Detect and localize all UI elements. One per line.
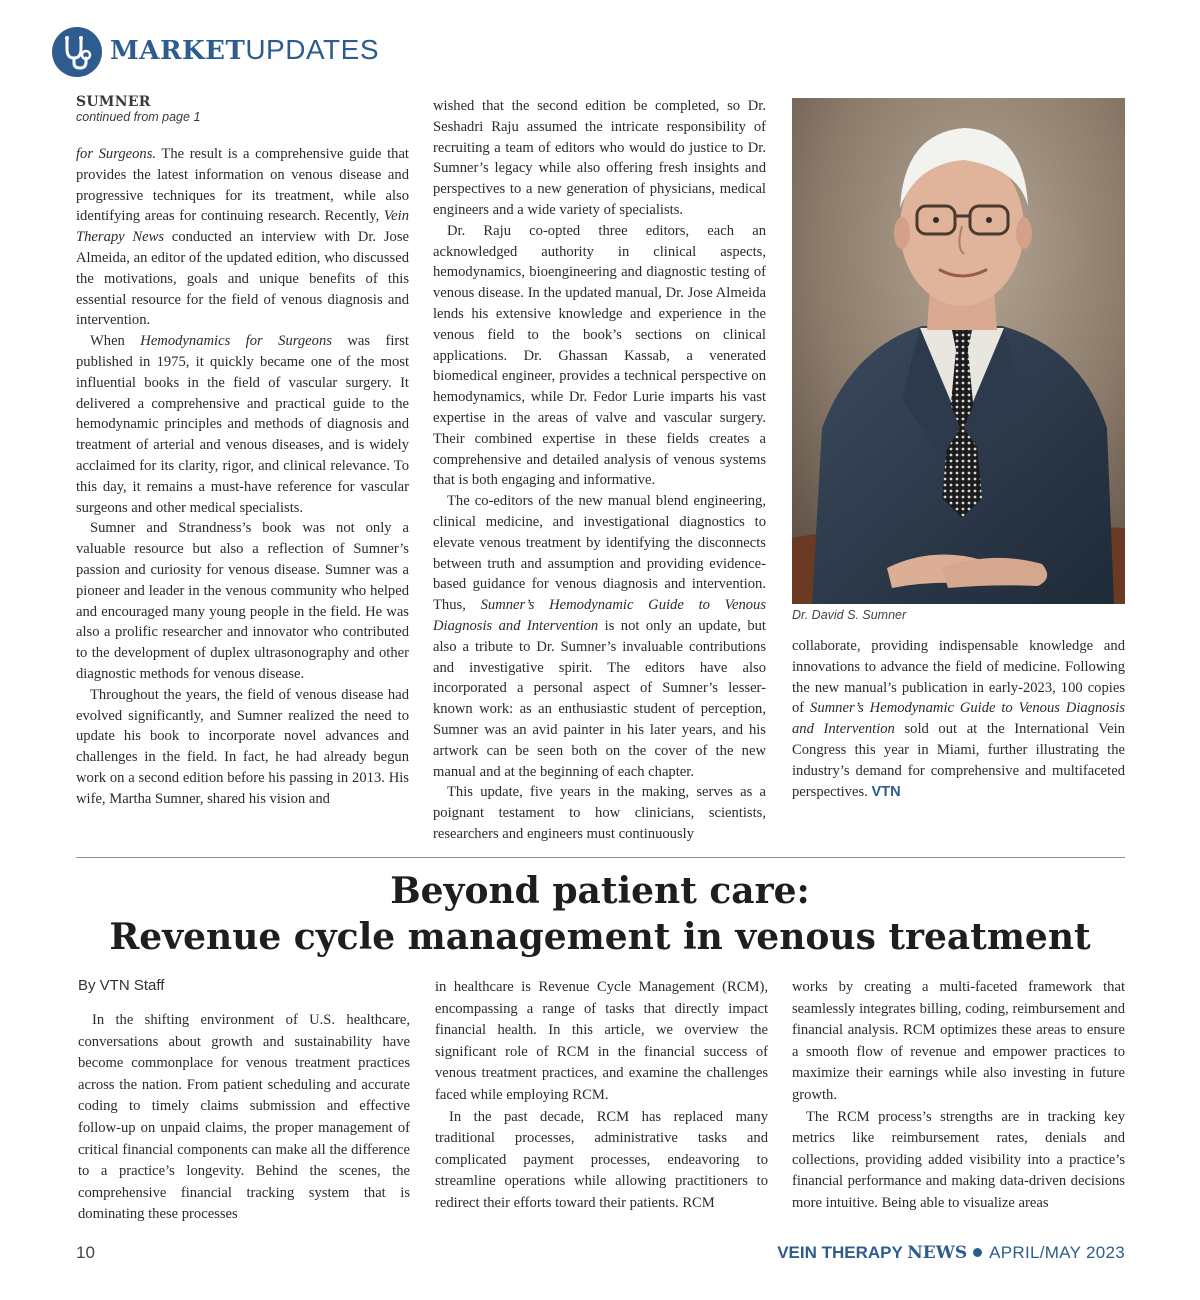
paragraph: in healthcare is Revenue Cycle Management (RCM), encompassing a range of tasks that directly impact financial health. In this article, we overview the significant role of RCM in the financial success of venous treatment practices, and examine the challenges faced while employing RCM.	[435, 979, 768, 1103]
byline: By VTN Staff	[78, 977, 165, 994]
bullet-dot-icon	[973, 1248, 982, 1257]
paragraph: This update, five years in the making, serves as a poignant testament to how clinicians, scientists, researchers and engineers must continuously	[433, 784, 766, 842]
paragraph: Throughout the years, the field of venous disease had evolved significantly, and Sumner realized the need to update his book to incorporate novel advances and challenges in the field. In fact, he had already begun work on a second edition before his passing in 2013. His wife, Martha Sumner, shared his vision and	[76, 686, 409, 807]
article1-column-3	[792, 636, 1125, 802]
paragraph: Dr. Raju co-opted three editors, each an acknowledged authority in clinical aspects, hemodynamics, bioengineering and diagnostic testing of venous disease. In the updated manual, Dr. Jose Almeida lends his extensive knowledge and experience in the venous field to the book’s sections on clinical applications. Dr. Ghassan Kassab, a venerated biomedical engineer, provides a technical perspective on hemodynamics, while Dr. Fedor Lurie imparts his vast expertise in the areas of valve and vascular surgery. Their combined expertise in these fields creates a comprehensive and detailed analysis of venous systems that is both engaging and informative.	[433, 222, 766, 489]
vtn-end-mark: VTN	[871, 783, 901, 800]
paragraph: wished that the second edition be completed, so Dr. Seshadri Raju assumed the intricate responsibility of recruiting a team of editors who would do justice to Dr. Sumner’s legacy while also offering fresh insights and perspectives to a new generation of physicians, medical engineers and a wide variety of specialists.	[433, 98, 766, 218]
page-number: 10	[76, 1243, 95, 1262]
section-title: MARKETUPDATES	[110, 34, 379, 66]
photo-caption: Dr. David S. Sumner	[792, 608, 907, 622]
stethoscope-icon	[52, 27, 102, 77]
paragraph: In the shifting environment of U.S. healthcare, conversations about growth and sustainability have become commonplace for venous treatment practices across the nation. From patient scheduling and accurate coding to timely claims submission and effective follow-up on unpaid claims, the proper management of critical financial components can make all the difference to a practice’s longevity. Behind the scenes, the comprehensive financial tracking system that is dominating these processes	[78, 1012, 410, 1223]
article1-column-1	[76, 144, 409, 810]
publication-footer: VEIN THERAPY NEWS APRIL/MAY 2023	[777, 1243, 1125, 1263]
paragraph: The co-editors of the new manual blend engineering, clinical medicine, and investigational diagnostics to elevate venous treatment by identifying the disconnects between truth and assumption and providing evidence-based guidance for venous diagnosis and intervention. Thus, Sumner’s Hemodynamic Guide to Venous Diagnosis and Intervention is not only an update, but also a tribute to Dr. Sumner’s invaluable contributions and investigative spirit. The editors have also incorporated a personal aspect of Sumner’s lesser-known work: as an enthusiastic student of perception, Sumner was an avid painter in his later years, and his artwork can be seen both on the cover of the new manual and at the beginning of each chapter.	[433, 493, 767, 780]
continued-note: continued from page 1	[76, 110, 201, 124]
paragraph: Sumner and Strandness’s book was not only a valuable resource but also a reflection of Sumner’s passion and curiosity for venous disease. Sumner was a pioneer and leader in the venous community who helped and encouraged many young people in the field. He was also a prolific researcher and innovator who contributed to the development of duplex ultrasonography and other diagnostic methods for venous disease.	[76, 520, 409, 682]
section-divider	[76, 857, 1125, 858]
article2-column-2	[435, 977, 768, 1215]
portrait-photo	[792, 98, 1125, 604]
paragraph: works by creating a multi-faceted framework that seamlessly integrates billing, coding, reimbursement and financial analysis. RCM optimizes these areas to ensure a smooth flow of revenue and empower practices to maximize their earnings while also investing in future growth.	[792, 979, 1125, 1103]
article1-column-2	[433, 96, 766, 845]
article-kicker: SUMNER	[76, 94, 151, 110]
paragraph: for Surgeons. The result is a comprehensive guide that provides the latest information on venous disease and progressive techniques for its treatment, while also identifying areas for continuing research. Recently, Vein Therapy News conducted an interview with Dr. Jose Almeida, an editor of the updated edition, who discussed the motivations, goals and unique benefits of this essential resource for the field of venous diagnosis and intervention.	[76, 146, 409, 329]
paragraph: In the past decade, RCM has replaced many traditional processes, administrative tasks and complicated payment processes, endeavoring to streamline operations while allowing practitioners to redirect their efforts toward their patients. RCM	[435, 1108, 768, 1211]
article2-headline	[60, 868, 1140, 960]
article2-column-1	[78, 1010, 410, 1226]
headline-line-1: Beyond patient care:	[390, 870, 810, 912]
paragraph: When Hemodynamics for Surgeons was first published in 1975, it quickly became one of the most influential books in the field of vascular surgery. It delivered a comprehensive and practical guide to the hemodynamic principles and methods of diagnosis and treatment of arterial and venous diseases, and is widely acclaimed for its clarity, rigor, and clinical relevance. To this day, it remains a must-have reference for vascular surgeons and other medical specialists.	[76, 333, 409, 516]
paragraph: collaborate, providing indispensable knowledge and innovations to advance the field of medicine. Following the new manual’s publication in early-2023, 100 copies of Sumner’s Hemodynamic Guide to Venous Diagnosis and Intervention sold out at the International Vein Congress this year in Miami, further illustrating the industry’s demand for comprehensive and multifaceted perspectives. VTN	[792, 638, 1125, 800]
headline-line-2: Revenue cycle management in venous treatment	[109, 916, 1091, 958]
paragraph: The RCM process’s strengths are in tracking key metrics like reimbursement rates, denials and collections, providing added visibility into a practice’s financial performance and making data-driven decisions more intuitive. Being able to visualize areas	[792, 1108, 1125, 1211]
article2-column-3	[792, 977, 1125, 1215]
